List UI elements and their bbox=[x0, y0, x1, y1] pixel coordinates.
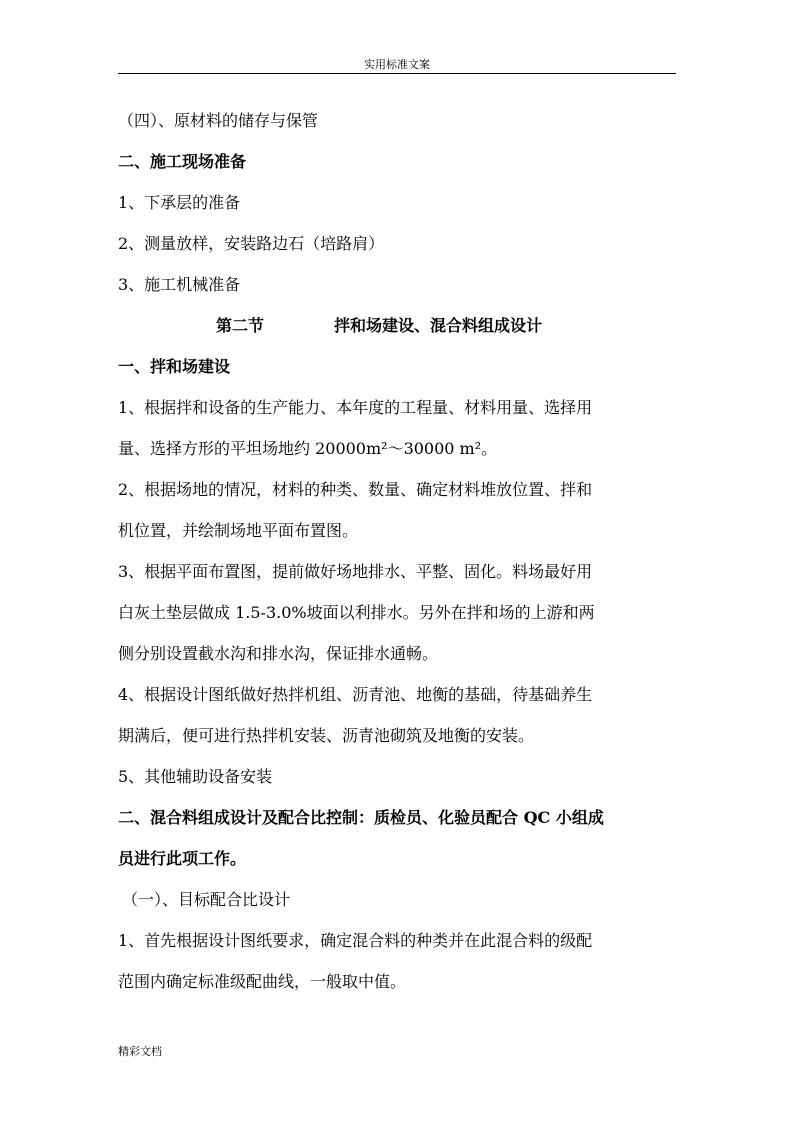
list-item: 5、其他辅助设备安装 bbox=[118, 767, 273, 786]
chapter-section-title bbox=[118, 305, 678, 346]
document-body bbox=[118, 100, 678, 1002]
section-heading: 一、拌和场建设 bbox=[118, 357, 231, 376]
subsection-heading: （一）、目标配合比设计 bbox=[122, 890, 291, 909]
paragraph-line: 白灰土垫层做成 1.5-3.0%坡面以利排水。另外在拌和场的上游和两 bbox=[118, 603, 595, 622]
section-heading-line: 员进行此项工作。 bbox=[118, 849, 247, 868]
list-item: 3、施工机械准备 bbox=[118, 275, 241, 294]
paragraph-line: 2、根据场地的情况，材料的种类、数量、确定材料堆放位置、拌和 bbox=[118, 480, 593, 499]
paragraph-line: 1、根据拌和设备的生产能力、本年度的工程量、材料用量、选择用 bbox=[118, 398, 593, 417]
paragraph-line: 范围内确定标准级配曲线，一般取中值。 bbox=[118, 972, 407, 991]
list-item: 1、下承层的准备 bbox=[118, 193, 241, 212]
section-title-text: 拌和场建设、混合料组成设计 bbox=[334, 316, 543, 335]
paragraph-line: 侧分别设置截水沟和排水沟，保证排水通畅。 bbox=[118, 644, 439, 663]
paragraph-line: 机位置，并绘制场地平面布置图。 bbox=[118, 521, 359, 540]
paragraph-line: 量、选择方形的平坦场地约 20000m²～30000 m²。 bbox=[118, 439, 498, 458]
paragraph-line: 4、根据设计图纸做好热拌机组、沥青池、地衡的基础，待基础养生 bbox=[118, 685, 593, 704]
page-footer: 精彩文档 bbox=[118, 1045, 162, 1058]
page-header: 实用标准文案 bbox=[364, 58, 430, 71]
paragraph-line: 1、首先根据设计图纸要求，确定混合料的种类并在此混合料的级配 bbox=[118, 931, 593, 950]
paragraph-line: 期满后，便可进行热拌机安装、沥青池砌筑及地衡的安装。 bbox=[118, 726, 535, 745]
header-divider bbox=[118, 73, 676, 74]
subsection-heading: （四）、原材料的储存与保管 bbox=[118, 111, 319, 130]
section-number: 第二节 bbox=[216, 316, 265, 335]
section-heading: 二、施工现场准备 bbox=[118, 152, 247, 171]
section-heading-line: 二、混合料组成设计及配合比控制：质检员、化验员配合 QC 小组成 bbox=[118, 808, 604, 827]
list-item: 2、测量放样，安装路边石（培路肩） bbox=[118, 234, 385, 253]
paragraph-line: 3、根据平面布置图，提前做好场地排水、平整、固化。料场最好用 bbox=[118, 562, 593, 581]
